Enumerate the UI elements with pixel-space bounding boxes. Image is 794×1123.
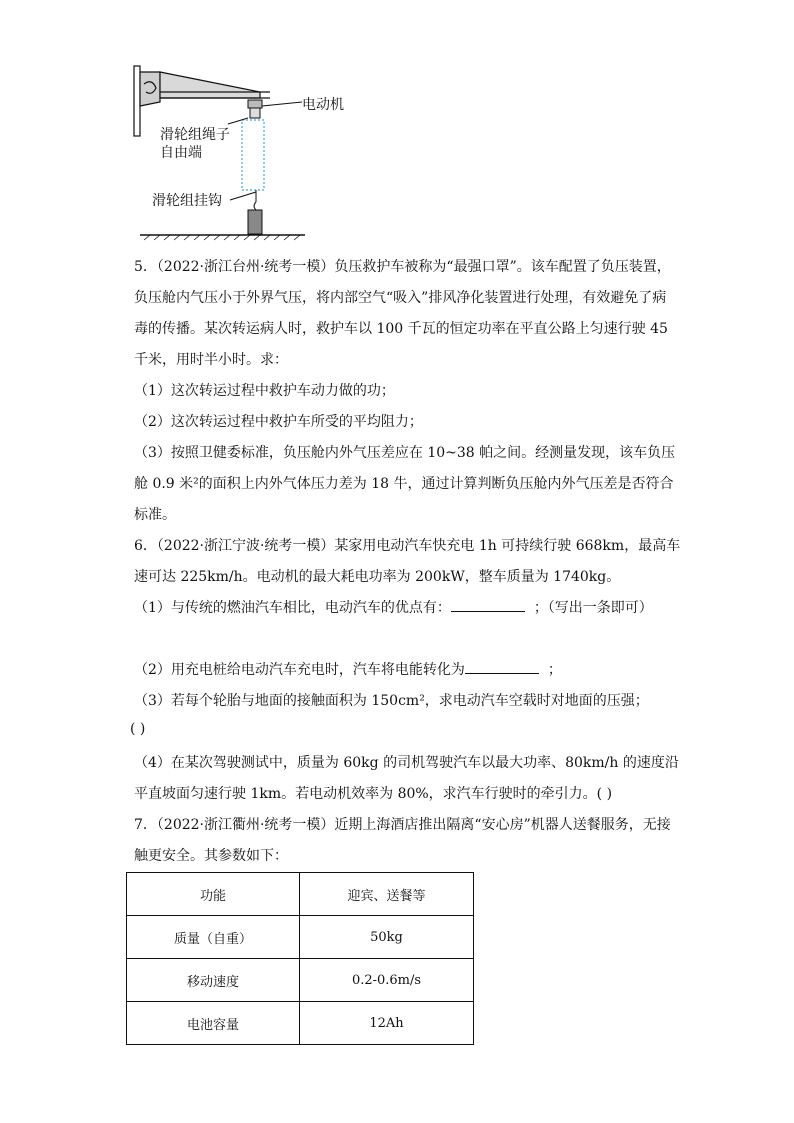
q6-line-1: 6．（2022·浙江宁波·统考一模）某家用电动汽车快充电 1h 可持续行驶 668km，最高车: [134, 538, 681, 554]
q5-line-2: 负压舱内气压小于外界气压，将内部空气“吸入”排风净化装置进行处理，有效避免了病: [134, 290, 667, 306]
q6-sub2-text: （2）用充电桩给电动汽车充电时，汽车将电能转化为: [134, 662, 465, 678]
q6-sub1: [134, 597, 653, 617]
q7-line-2: 触更安全。其参数如下：: [134, 848, 288, 864]
table-row: [127, 959, 474, 1002]
hook-label: 滑轮组挂钩: [152, 193, 222, 209]
q6-sub3-paren: ( ): [130, 721, 146, 737]
pulley-figure: [130, 62, 344, 244]
table-cell: 50kg: [300, 916, 474, 959]
table-cell: 电池容量: [127, 1002, 300, 1045]
table-cell: 12Ah: [300, 1002, 474, 1045]
q6-sub1-text: （1）与传统的燃油汽车相比，电动汽车的优点有：: [134, 600, 451, 616]
rope-label-line2: 自由端: [160, 145, 202, 161]
table-cell: 0.2-0.6m/s: [300, 959, 474, 1002]
q5-sub2: （2）这次转运过程中救护车所受的平均阻力；: [134, 414, 423, 430]
q6-sub1-suffix: ；（写出一条即可）: [533, 600, 653, 616]
q6-sub3: （3）若每个轮胎与地面的接触面积为 150cm²，求电动汽车空载时对地面的压强；: [134, 693, 649, 709]
q5-sub3-line1: （3）按照卫健委标准，负压舱内外气压差应在 10~38 帕之间。经测量发现，该车负压: [134, 445, 676, 461]
table-row: [127, 916, 474, 959]
table-row: [127, 1002, 474, 1045]
q5-line-3: 毒的传播。某次转运病人时，救护车以 100 千瓦的恒定功率在平直公路上匀速行驶 45: [134, 321, 668, 337]
q5-sub3-line2: 舱 0.9 米²的面积上内外气体压力差为 18 牛，通过计算判断负压舱内外气压差是否符合: [134, 476, 674, 492]
rope-label-line1: 滑轮组绳子: [160, 127, 230, 143]
q6-line-2: 速可达 225km/h。电动机的最大耗电功率为 200kW，整车质量为 1740kg。: [134, 569, 621, 585]
q6-sub4-line1: （4）在某次驾驶测试中，质量为 60kg 的司机驾驶汽车以最大功率、80km/h 的速度沿: [134, 755, 679, 771]
q6-sub2: [134, 659, 562, 679]
q6-sub4-line2: 平直坡面匀速行驶 1km。若电动机效率为 80%，求汽车行驶时的牵引力。( ): [134, 786, 613, 802]
table-cell: 功能: [127, 873, 300, 916]
q5-line-4: 千米，用时半小时。求：: [134, 352, 288, 368]
table-row: [127, 873, 474, 916]
robot-params-table: [126, 872, 474, 1045]
q5-sub3-line3: 标准。: [134, 507, 176, 523]
q6-sub2-answer-blank[interactable]: [465, 659, 539, 674]
q5-line-1: 5．（2022·浙江台州·统考一模）负压救护车被称为“最强口罩”。该车配置了负压装置，: [134, 259, 671, 275]
q5-sub1: （1）这次转运过程中救护车动力做的功；: [134, 383, 395, 399]
q7-line-1: 7．（2022·浙江衢州·统考一模）近期上海酒店推出隔离“安心房”机器人送餐服务，无接: [134, 817, 671, 833]
table-cell: 迎宾、送餐等: [300, 873, 474, 916]
table-cell: 移动速度: [127, 959, 300, 1002]
q6-sub1-answer-blank[interactable]: [451, 597, 525, 612]
table-cell: 质量（自重）: [127, 916, 300, 959]
q6-sub2-suffix: ；: [547, 662, 562, 678]
motor-label: 电动机: [302, 97, 344, 113]
